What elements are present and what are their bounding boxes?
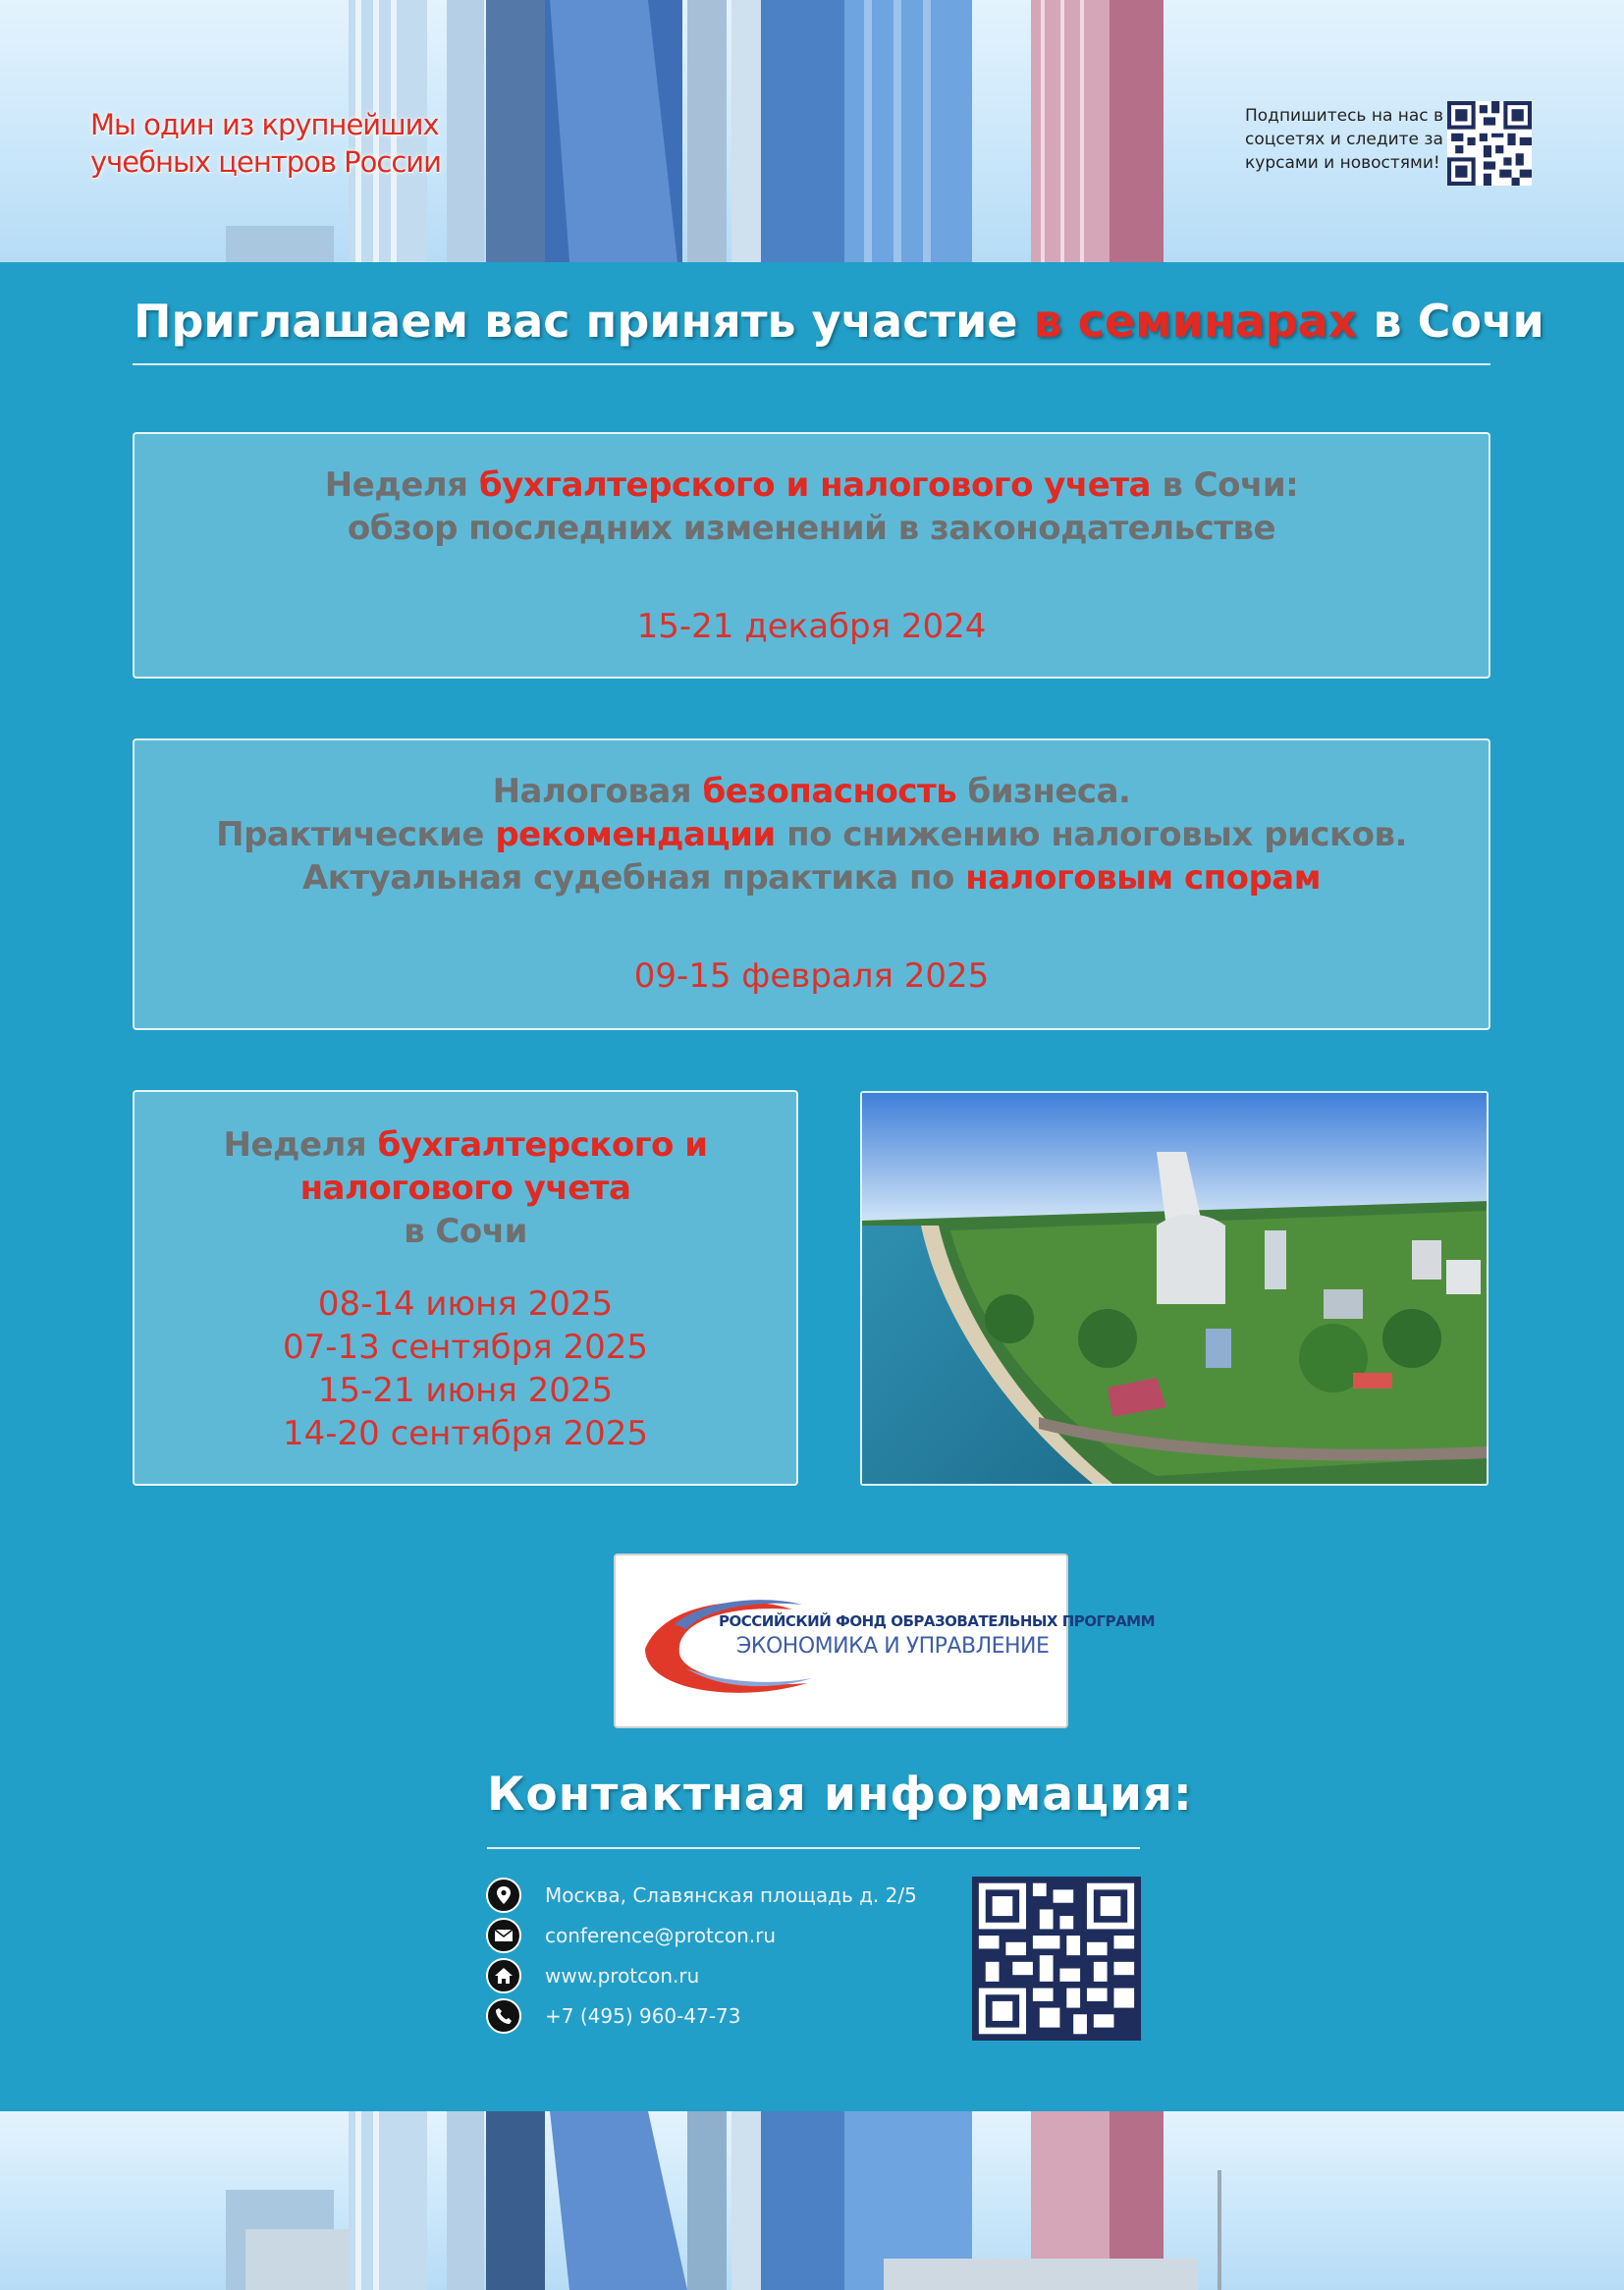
sochi-aerial-photo xyxy=(860,1091,1489,1486)
seminar-3-text-1: Неделя xyxy=(223,1125,378,1165)
seminar-2-title-line-1 xyxy=(135,770,1489,813)
seminar-1-title-line-1 xyxy=(135,463,1489,507)
seminar-3-date: 15-21 июня 2025 xyxy=(317,1371,614,1410)
logo-line-1: РОССИЙСКИЙ ФОНД ОБРАЗОВАТЕЛЬНЫХ ПРОГРАММ xyxy=(719,1612,1156,1630)
seminar-3-date-list xyxy=(135,1282,796,1455)
seminar-2-title-line-3 xyxy=(135,856,1489,900)
seminar-2-text-1-end: бизнеса. xyxy=(956,772,1131,811)
subscribe-line-2: соцсетях и следите за xyxy=(1245,130,1443,149)
website-link[interactable]: www.protcon.ru xyxy=(545,1964,700,1988)
subscribe-line-1: Подпишитесь на нас в xyxy=(1245,106,1444,126)
title-part-1: Приглашаем вас принять участие xyxy=(134,295,1034,348)
seminar-3-title-line-3: в Сочи xyxy=(404,1212,527,1251)
seminar-3-date: 07-13 сентября 2025 xyxy=(282,1328,649,1367)
seminar-2-highlight-3: налоговым спорам xyxy=(965,858,1322,898)
tagline-line-1: Мы один из крупнейших xyxy=(90,108,439,141)
email-link[interactable]: conference@protcon.ru xyxy=(545,1924,777,1947)
seminar-3-date: 08-14 июня 2025 xyxy=(317,1284,614,1324)
seminar-2-text-2-end: по снижению налоговых рисков. xyxy=(775,815,1407,854)
seminar-1-text-end: в Сочи: xyxy=(1150,465,1299,505)
title-part-2: в Сочи xyxy=(1357,295,1544,348)
seminar-2-text-2: Практические xyxy=(216,815,496,854)
contact-divider xyxy=(487,1847,1140,1849)
contact-title: Контактная информация: xyxy=(487,1768,1193,1822)
footer-skyline-image xyxy=(0,2111,1624,2290)
seminar-card-2[interactable] xyxy=(133,738,1490,1030)
contact-qr-code-icon[interactable] xyxy=(972,1877,1141,2041)
phone-icon xyxy=(486,1998,521,2034)
address-text: Москва, Славянская площадь д. 2/5 xyxy=(545,1883,917,1907)
seminar-2-text-3: Актуальная судебная практика по xyxy=(301,858,966,898)
partner-logo[interactable] xyxy=(614,1554,1156,1728)
social-qr-code-icon[interactable] xyxy=(1447,101,1532,186)
title-divider xyxy=(133,363,1490,365)
page-title xyxy=(134,295,1544,348)
seminar-3-title-line-1 xyxy=(135,1123,796,1167)
subscribe-text xyxy=(1245,104,1444,175)
seminar-3-date: 14-20 сентября 2025 xyxy=(282,1414,649,1453)
home-icon xyxy=(486,1958,521,1993)
seminar-3-title-line-2: налогового учета xyxy=(299,1169,631,1208)
logo-line-2: ЭКОНОМИКА И УПРАВЛЕНИЕ xyxy=(736,1634,1050,1659)
seminar-card-3[interactable] xyxy=(133,1090,798,1486)
seminar-1-date: 15-21 декабря 2024 xyxy=(636,607,987,646)
location-pin-icon xyxy=(486,1878,521,1913)
seminar-1-title-line-2: обзор последних изменений в законодательстве xyxy=(347,509,1276,548)
seminar-1-text: Неделя xyxy=(324,465,479,505)
envelope-icon xyxy=(486,1918,521,1953)
contact-email[interactable] xyxy=(486,1918,776,1953)
seminar-2-title-line-2 xyxy=(135,813,1489,856)
seminar-2-highlight-2: рекомендации xyxy=(495,815,776,854)
phone-text[interactable]: +7 (495) 960-47-73 xyxy=(545,2004,741,2028)
tagline xyxy=(90,106,441,181)
seminar-2-text-1: Налоговая xyxy=(492,772,703,811)
seminar-3-highlight-1: бухгалтерского и xyxy=(377,1125,708,1165)
seminar-1-highlight: бухгалтерского и налогового учета xyxy=(478,465,1151,505)
contact-phone[interactable] xyxy=(486,1998,740,2034)
subscribe-line-3: курсами и новостями! xyxy=(1245,153,1440,173)
contact-website[interactable] xyxy=(486,1958,699,1993)
seminar-2-date: 09-15 февраля 2025 xyxy=(633,956,990,996)
contact-address xyxy=(486,1878,917,1913)
seminar-2-highlight-1: безопасность xyxy=(702,772,957,811)
seminar-card-1[interactable] xyxy=(133,432,1490,679)
tagline-line-2: учебных центров России xyxy=(90,145,441,179)
title-highlight: в семинарах xyxy=(1033,295,1358,348)
